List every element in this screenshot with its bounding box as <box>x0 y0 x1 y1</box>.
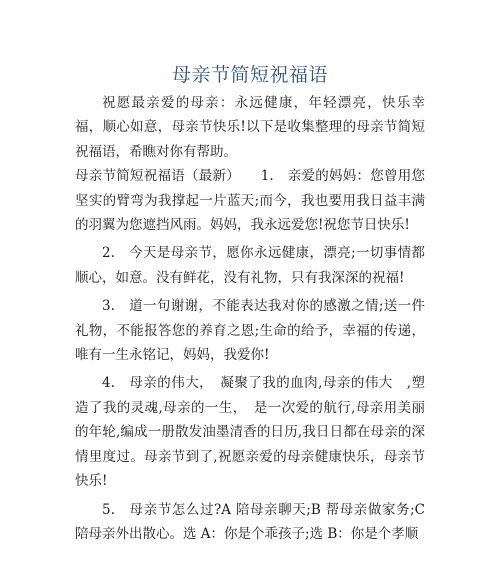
article-body <box>75 91 430 546</box>
paragraph-item-5: 5. 母亲节怎么过?A 陪母亲聊天;B 帮母亲做家务;C 陪母亲外出散心。选 A：你是个乖孩子;选 B：你是个孝顺 <box>75 501 430 542</box>
article-title: 母亲节简短祝福语 <box>171 64 328 86</box>
paragraph-item-3: 3. 道一句谢谢，不能表达我对你的感激之情;送一件礼物，不能报答您的养育之恩;生命的给予，幸福的传递，唯有一生永铭记，妈妈，我爱你! <box>75 298 425 364</box>
bottom-fade <box>0 551 500 565</box>
intro-paragraph: 祝愿最亲爱的母亲：永远健康，年轻漂亮，快乐幸福，顺心如意，母亲节快乐!以下是收集整理的母亲节简短祝福语，希瞧对你有帮助。 <box>75 95 425 160</box>
paragraph-item-2: 2. 今天是母亲节，愿你永远健康，漂亮;一切事情都顺心，如意。没有鲜花，没有礼物，只有我深深的祝福! <box>75 245 425 286</box>
paragraph-item-4: 4. 母亲的伟大， 凝聚了我的血肉,母亲的伟大 ,塑造了我的灵魂,母亲的一生， 是一次爱的航行,母亲用美丽的年轮,编成一册散发油墨清香的日历,我日日都在母亲的深情里度过。母亲节到了,祝愿亲爱的母亲健康快乐，母亲节快乐! <box>75 375 425 490</box>
paragraph-list-heading: 母亲节简短祝福语（最新） 1. 亲爱的妈妈：您曾用您坚实的臂弯为我撑起一片蓝天;而今，我也要用我日益丰满的羽翼为您遮挡风雨。妈妈，我永远爱您!祝您节日快乐! <box>75 168 425 234</box>
